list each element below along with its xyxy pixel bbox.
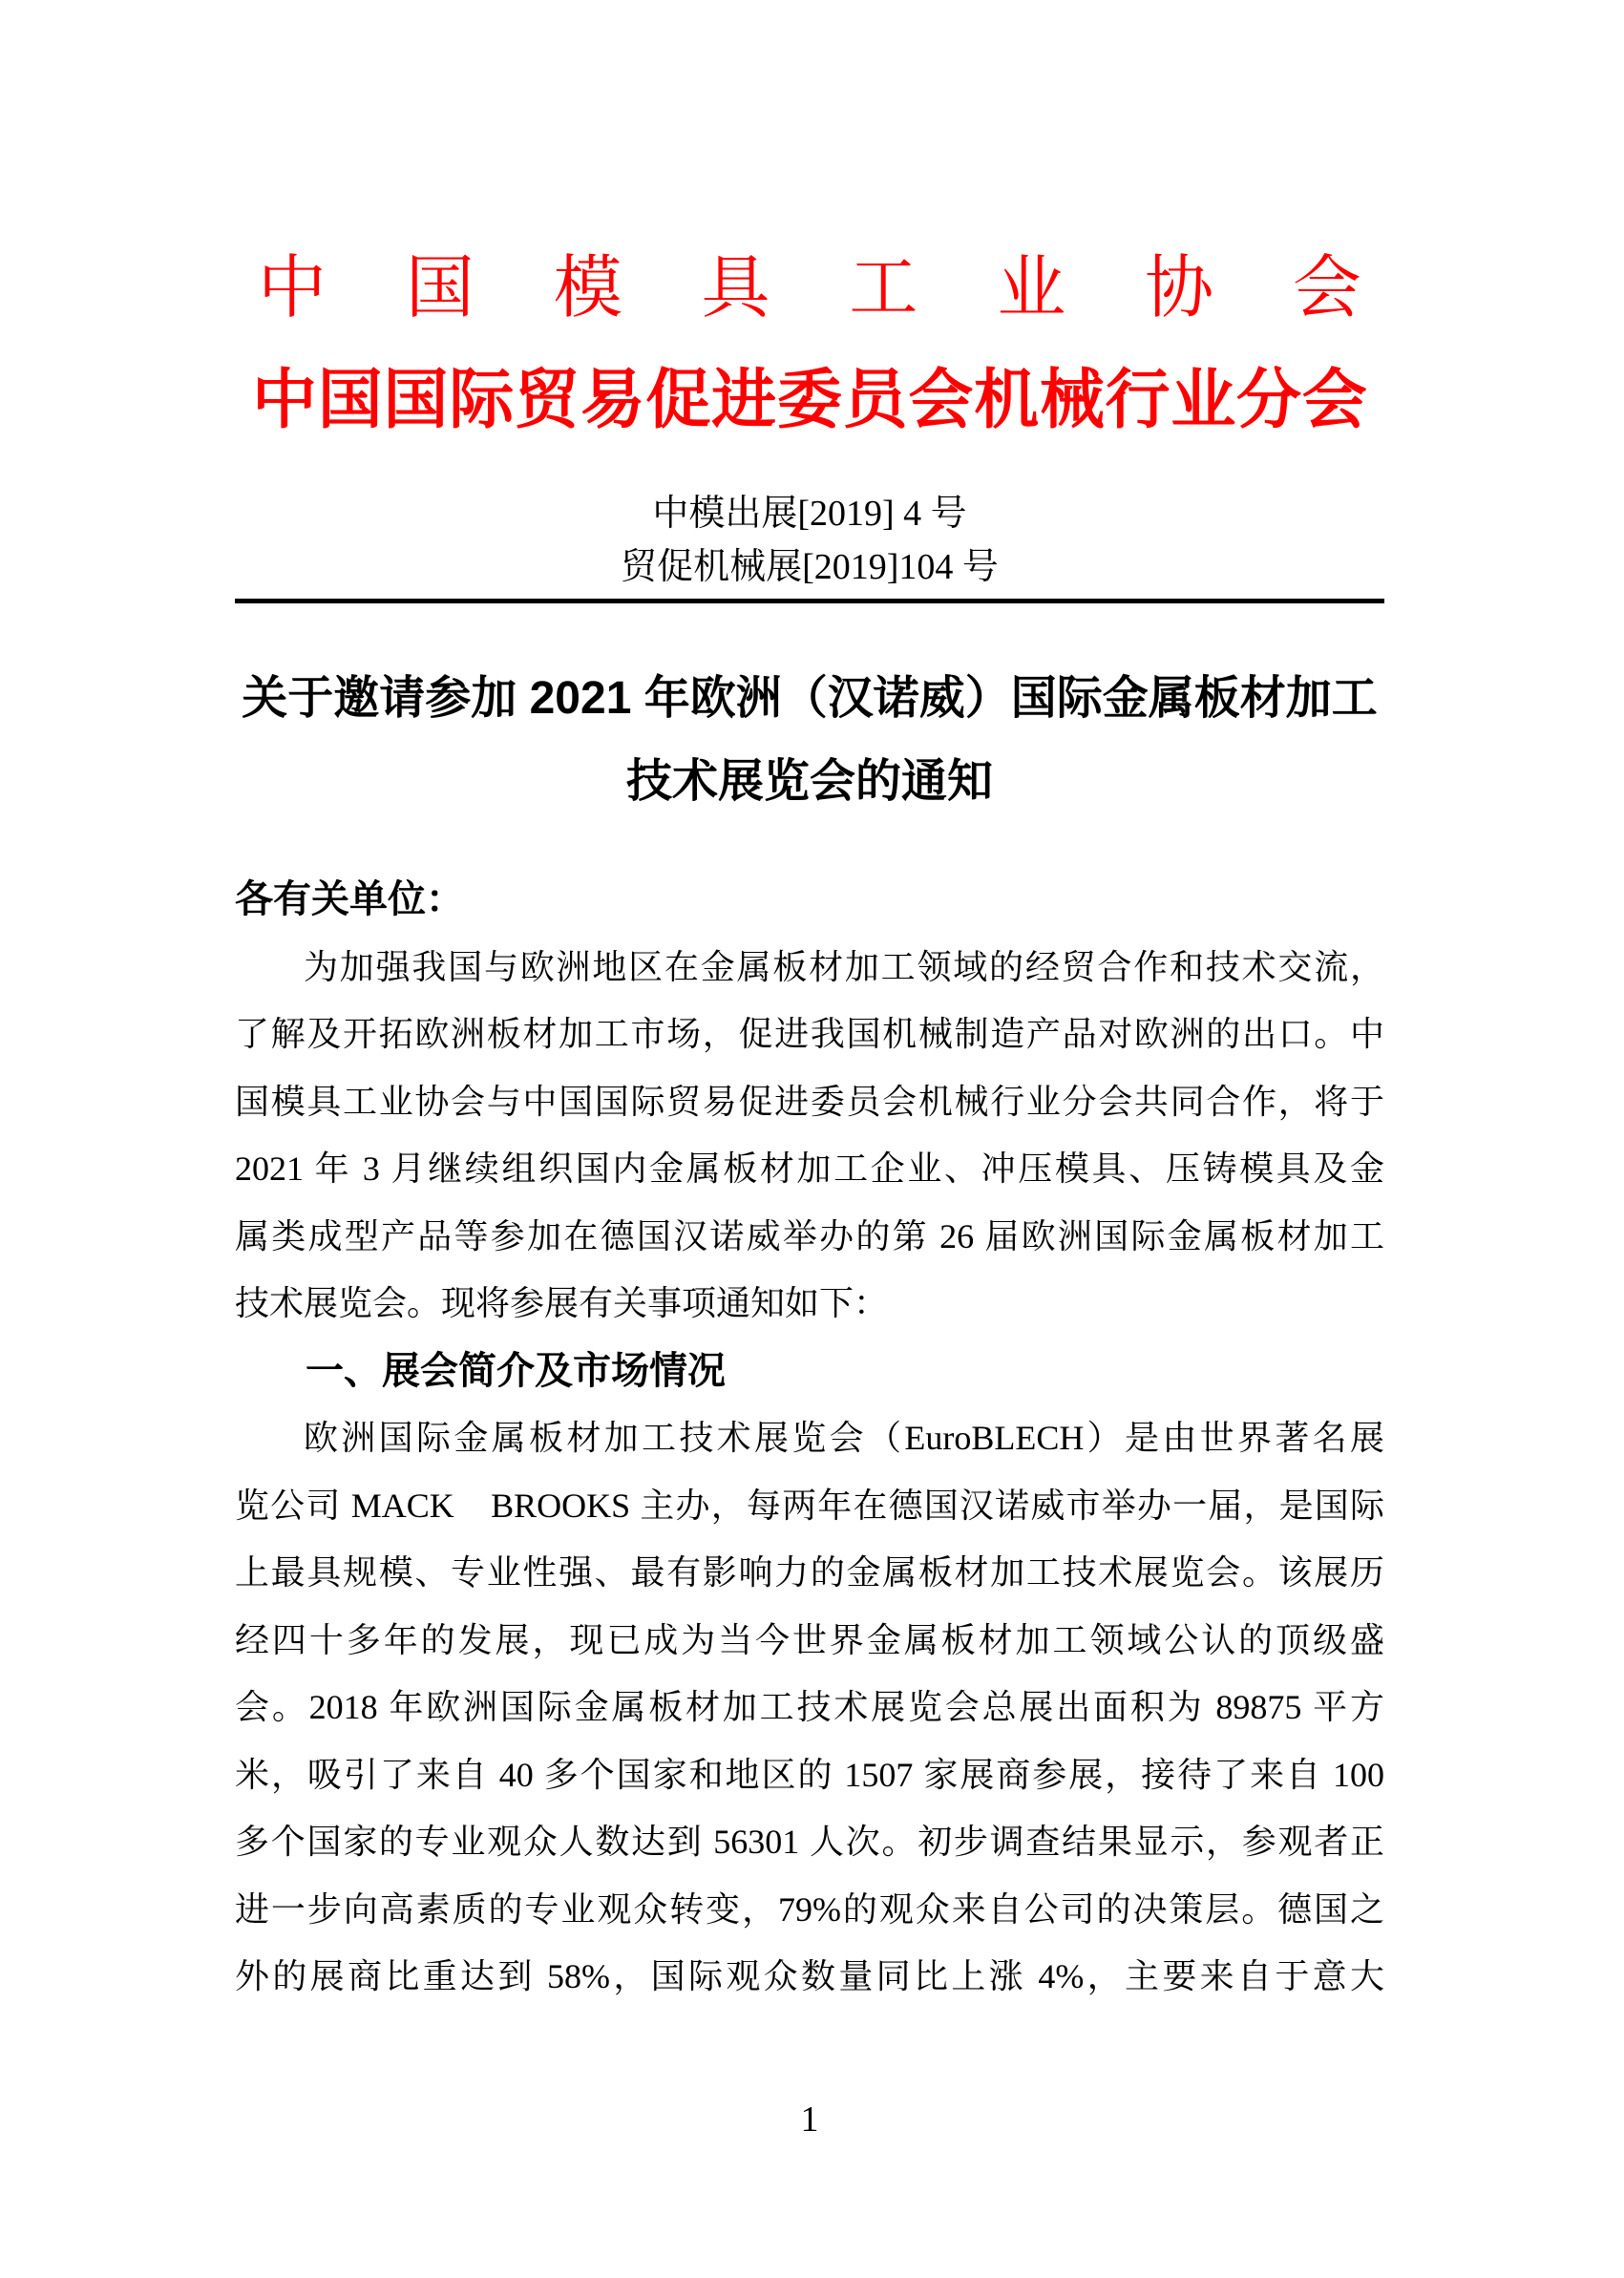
document-body (235, 866, 1384, 2011)
letterhead-char: 会 (1301, 364, 1367, 436)
letterhead-char: 业 (1171, 364, 1236, 436)
title-line-2: 技术展览会的通知 (625, 756, 993, 807)
para1-line-2: 了解及开拓欧洲板材加工市场，促进我国机械制造产品对欧洲的出口。中 (235, 1015, 1384, 1053)
letterhead-char: 国 (383, 364, 449, 436)
para2-line-9: 外的展商比重达到 58%，国际观众数量同比上涨 4%，主要来自于意大 (235, 1957, 1384, 1995)
letterhead-char: 具 (701, 250, 770, 327)
document-title (235, 657, 1384, 823)
letterhead-char: 模 (553, 250, 622, 327)
letterhead-org-primary (235, 250, 1384, 327)
para2-line-2: 览公司 MACK BROOKS 主办，每两年在德国汉诺威市举办一届，是国际 (235, 1486, 1384, 1525)
letterhead-org-secondary (235, 363, 1384, 437)
doc-numbers (235, 487, 1384, 594)
letterhead-char: 贸 (514, 364, 580, 436)
para1-line-4: 2021 年 3 月继续组织国内金属板材加工企业、冲压模具、压铸模具及金 (235, 1150, 1384, 1188)
letterhead-char: 进 (711, 364, 777, 436)
letterhead-char: 易 (580, 364, 645, 436)
para1-line-3: 国模具工业协会与中国国际贸易促进委员会机械行业分会共同合作，将于 (235, 1082, 1384, 1121)
para1-line-6: 技术展览会。现将参展有关事项通知如下： (235, 1284, 889, 1322)
letterhead-char: 协 (1145, 250, 1214, 327)
page-content (235, 0, 1384, 2142)
letterhead-char: 会 (1292, 250, 1361, 327)
letterhead-char: 国 (317, 364, 383, 436)
letterhead-char: 分 (1236, 364, 1302, 436)
para1-line-1: 为加强我国与欧洲地区在金属板材加工领域的经贸合作和技术交流， (304, 947, 1384, 986)
letterhead-char: 会 (908, 364, 974, 436)
letterhead-char: 员 (842, 364, 908, 436)
letterhead-char: 国 (405, 250, 475, 327)
letterhead-char: 中 (258, 250, 327, 327)
title-line-1: 关于邀请参加 2021 年欧洲（汉诺威）国际金属板材加工 (242, 673, 1378, 724)
doc-number-1: 中模出展[2019] 4 号 (652, 494, 967, 534)
letterhead-char: 工 (849, 250, 918, 327)
page-number: 1 (800, 2099, 819, 2140)
letterhead-char: 械 (1039, 364, 1105, 436)
letterhead-char: 机 (974, 364, 1040, 436)
letterhead-char: 业 (997, 250, 1066, 327)
para2-line-6: 米，吸引了来自 40 多个国家和地区的 1507 家展商参展，接待了来自 100 (235, 1755, 1384, 1794)
para2-line-7: 多个国家的专业观众人数达到 56301 人次。初步调查结果显示，参观者正 (235, 1823, 1384, 1861)
letterhead-char: 行 (1105, 364, 1171, 436)
section-heading-1: 一、展会简介及市场情况 (306, 1349, 726, 1392)
para2-line-3: 上最具规模、专业性强、最有影响力的金属板材加工技术展览会。该展历 (235, 1553, 1384, 1592)
letterhead-char: 促 (645, 364, 711, 436)
letterhead-char: 中 (252, 364, 318, 436)
para1-line-5: 属类成型产品等参加在德国汉诺威举办的第 26 届欧洲国际金属板材加工 (235, 1216, 1384, 1255)
para2-line-5: 会。2018 年欧洲国际金属板材加工技术展览会总展出面积为 89875 平方 (235, 1688, 1384, 1726)
letterhead-divider (235, 599, 1384, 603)
letterhead-char: 际 (449, 364, 515, 436)
salutation: 各有关单位： (235, 878, 464, 920)
para2-line-8: 进一步向高素质的专业观众转变，79%的观众来自公司的决策层。德国之 (235, 1889, 1384, 1929)
para2-line-1: 欧洲国际金属板材加工技术展览会（EuroBLECH）是由世界著名展 (304, 1419, 1384, 1457)
doc-number-2: 贸促机械展[2019]104 号 (621, 547, 999, 587)
para2-line-4: 经四十多年的发展，现已成为当今世界金属板材加工领域公认的顶级盛 (235, 1620, 1384, 1659)
letterhead-char: 委 (776, 364, 842, 436)
